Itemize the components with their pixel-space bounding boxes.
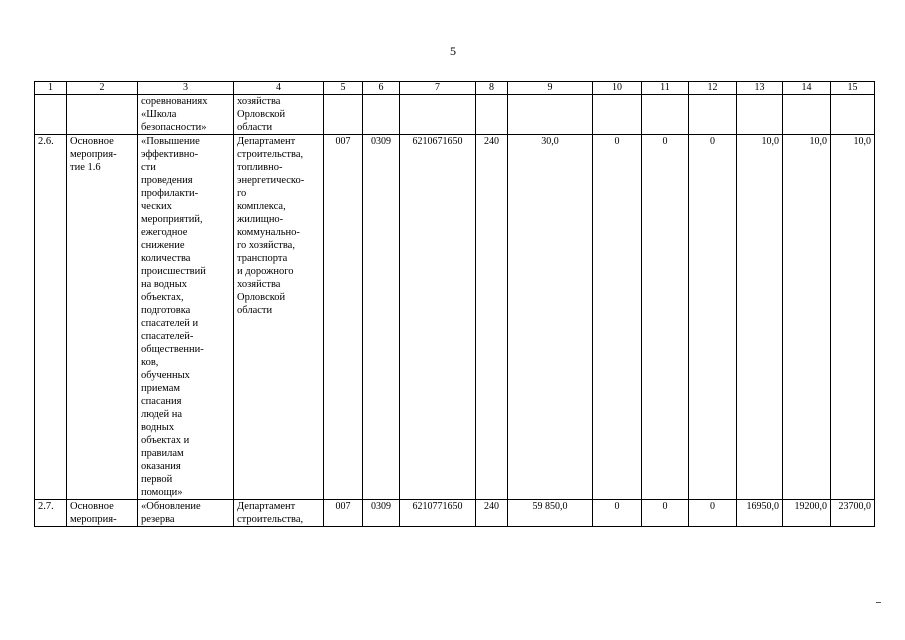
- year-amount-cell: [783, 95, 831, 135]
- grbs-code-cell: 007: [324, 135, 363, 500]
- year-amount-cell: 0: [689, 500, 737, 527]
- measure-name-cell: [67, 95, 138, 135]
- column-number: 1: [35, 82, 67, 95]
- column-number: 7: [400, 82, 476, 95]
- program-table: [34, 81, 875, 527]
- column-number: 15: [831, 82, 875, 95]
- column-number: 6: [363, 82, 400, 95]
- column-number: 10: [593, 82, 642, 95]
- measure-description-cell: «Повышение эффективно- сти проведения профилакти- ческих мероприятий, ежегодное снижение количества происшествий на водных объектах, подготовка спасателей и спасателей- общественни- ков, обученных приемам спасания людей на водных объектах и правилам оказания первой помощи»: [138, 135, 234, 500]
- measure-name-cell: Основное мероприя- тие 1.6: [67, 135, 138, 500]
- year-amount-cell: [737, 95, 783, 135]
- total-amount-cell: 59 850,0: [508, 500, 593, 527]
- grbs-code-cell: 007: [324, 500, 363, 527]
- year-amount-cell: 10,0: [737, 135, 783, 500]
- row-number-cell: [35, 95, 67, 135]
- year-amount-cell: [689, 95, 737, 135]
- target-article-cell: 6210771650: [400, 500, 476, 527]
- table-row: [35, 95, 875, 135]
- scan-artifact: [876, 602, 881, 603]
- page-number: 5: [450, 44, 456, 58]
- column-number: 5: [324, 82, 363, 95]
- year-amount-cell: 0: [642, 135, 689, 500]
- column-number: 13: [737, 82, 783, 95]
- expense-type-cell: 240: [476, 500, 508, 527]
- section-code-cell: 0309: [363, 135, 400, 500]
- year-amount-cell: 16950,0: [737, 500, 783, 527]
- year-amount-cell: [831, 95, 875, 135]
- table-row: [35, 135, 875, 500]
- column-number: 3: [138, 82, 234, 95]
- column-number: 9: [508, 82, 593, 95]
- section-code-cell: 0309: [363, 500, 400, 527]
- year-amount-cell: 0: [642, 500, 689, 527]
- column-number-row: [35, 82, 875, 95]
- column-number: 14: [783, 82, 831, 95]
- column-number: 4: [234, 82, 324, 95]
- target-article-cell: [400, 95, 476, 135]
- year-amount-cell: 0: [593, 135, 642, 500]
- expense-type-cell: 240: [476, 135, 508, 500]
- year-amount-cell: 10,0: [783, 135, 831, 500]
- executor-cell: хозяйства Орловской области: [234, 95, 324, 135]
- year-amount-cell: [593, 95, 642, 135]
- row-number-cell: 2.6.: [35, 135, 67, 500]
- grbs-code-cell: [324, 95, 363, 135]
- total-amount-cell: 30,0: [508, 135, 593, 500]
- measure-description-cell: «Обновление резерва: [138, 500, 234, 527]
- table-row: [35, 500, 875, 527]
- executor-cell: Департамент строительства,: [234, 500, 324, 527]
- year-amount-cell: 19200,0: [783, 500, 831, 527]
- year-amount-cell: 0: [689, 135, 737, 500]
- year-amount-cell: 0: [593, 500, 642, 527]
- section-code-cell: [363, 95, 400, 135]
- row-number-cell: 2.7.: [35, 500, 67, 527]
- year-amount-cell: 10,0: [831, 135, 875, 500]
- column-number: 2: [67, 82, 138, 95]
- year-amount-cell: [642, 95, 689, 135]
- column-number: 12: [689, 82, 737, 95]
- year-amount-cell: 23700,0: [831, 500, 875, 527]
- measure-name-cell: Основное мероприя-: [67, 500, 138, 527]
- expense-type-cell: [476, 95, 508, 135]
- target-article-cell: 6210671650: [400, 135, 476, 500]
- column-number: 11: [642, 82, 689, 95]
- measure-description-cell: соревнованиях «Школа безопасности»: [138, 95, 234, 135]
- column-number: 8: [476, 82, 508, 95]
- total-amount-cell: [508, 95, 593, 135]
- executor-cell: Департамент строительства, топливно- энергетическо- го комплекса, жилищно- коммунально- го хозяйства, транспорта и дорожного хозяйства Орловской области: [234, 135, 324, 500]
